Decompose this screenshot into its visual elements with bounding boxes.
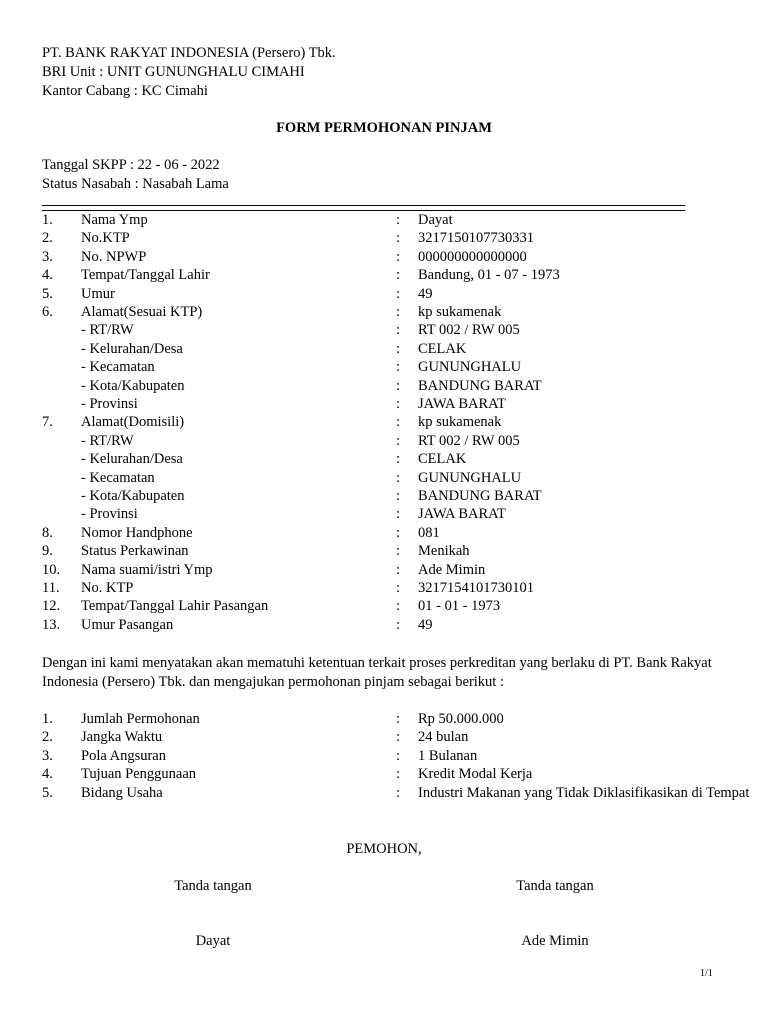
row-number: 2. [42,729,53,746]
row-label: Tempat/Tanggal Lahir Pasangan [81,598,269,615]
row-value: 24 bulan [418,729,469,746]
row-number: 12. [42,598,61,615]
row-label: - Provinsi [81,396,138,412]
row-separator: : [396,506,401,523]
applicant-row [0,321,768,339]
row-separator: : [396,598,401,615]
row-separator: : [396,469,401,486]
applicant-row [0,616,768,634]
applicant-row [0,413,768,431]
row-value: BANDUNG BARAT [418,377,542,394]
row-label: - Kecamatan [81,469,155,486]
row-separator: : [396,414,401,431]
applicant-row [0,561,768,579]
applicant-row [0,285,768,303]
row-value: 1 Bulanan [418,747,478,764]
row-separator: : [396,543,401,560]
row-separator: : [396,451,401,468]
row-separator: : [396,396,401,412]
row-separator: : [396,766,401,783]
row-value: kp sukamenak [418,304,502,320]
company-name: PT. BANK RAKYAT INDONESIA (Persero) Tbk. [42,45,336,61]
row-number: 6. [42,304,53,320]
row-value: JAWA BARAT [418,396,506,412]
row-value: 3217154101730101 [418,580,534,596]
applicant-row [0,597,768,615]
customer-status: Status Nasabah : Nasabah Lama [42,176,229,192]
left-signatory-name: Dayat [195,933,231,949]
branch-office: Kantor Cabang : KC Cimahi [42,83,208,99]
applicant-row [0,340,768,358]
row-value: kp sukamenak [418,414,502,431]
right-signatory-name: Ade Mimin [521,933,589,949]
row-value: RT 002 / RW 005 [418,432,520,449]
row-label: - Kecamatan [81,359,155,376]
row-number: 8. [42,524,53,541]
applicant-heading: PEMOHON, [346,841,422,857]
skpp-date: Tanggal SKPP : 22 - 06 - 2022 [42,157,220,173]
loan-row [0,710,768,728]
row-value: GUNUNGHALU [418,359,522,376]
row-value: JAWA BARAT [418,506,506,523]
unit-name: BRI Unit : UNIT GUNUNGHALU CIMAHI [42,64,305,80]
row-label: No. KTP [81,580,134,596]
row-value: Rp 50.000.000 [418,711,504,727]
row-value: CELAK [418,451,467,468]
row-separator: : [396,248,401,265]
applicant-row [0,505,768,523]
row-number: 3. [42,248,53,265]
row-value: Dayat [418,212,453,228]
row-label: Bidang Usaha [81,784,163,801]
applicant-row [0,358,768,376]
row-separator: : [396,488,401,504]
row-separator: : [396,285,401,302]
loan-row [0,728,768,746]
row-number: 13. [42,616,61,633]
page-number: 1/1 [700,968,713,979]
row-label: Pola Angsuran [81,747,166,764]
row-label: Jangka Waktu [81,729,163,746]
row-label: Tujuan Penggunaan [81,766,197,783]
row-label: Nomor Handphone [81,524,193,541]
applicant-row [0,248,768,266]
row-value: 3217150107730331 [418,230,534,247]
applicant-row [0,487,768,505]
applicant-row [0,211,768,229]
row-separator: : [396,432,401,449]
row-number: 1. [42,711,53,727]
row-number: 5. [42,784,53,801]
row-separator: : [396,711,401,727]
row-value: BANDUNG BARAT [418,488,542,504]
applicant-row [0,303,768,321]
row-value: 081 [418,524,440,541]
row-label: - Kelurahan/Desa [81,451,183,468]
applicant-row [0,524,768,542]
applicant-row [0,266,768,284]
loan-row [0,784,768,802]
row-value: GUNUNGHALU [418,469,522,486]
row-separator: : [396,561,401,578]
row-label: Tempat/Tanggal Lahir [81,267,210,284]
applicant-row [0,542,768,560]
row-label: - Provinsi [81,506,138,523]
row-value: CELAK [418,340,467,357]
row-value: Bandung, 01 - 07 - 1973 [418,267,560,284]
applicant-row [0,432,768,450]
row-separator: : [396,304,401,320]
row-separator: : [396,784,401,801]
row-value: 01 - 01 - 1973 [418,598,501,615]
row-value: Menikah [418,543,470,560]
row-label: Status Perkawinan [81,543,189,560]
applicant-row [0,377,768,395]
row-label: Nama suami/istri Ymp [81,561,213,578]
row-separator: : [396,340,401,357]
row-number: 7. [42,414,53,431]
row-separator: : [396,212,401,228]
applicant-row [0,450,768,468]
row-label: - RT/RW [81,322,134,339]
row-number: 5. [42,285,53,302]
row-number: 10. [42,561,61,578]
applicant-row [0,395,768,413]
row-separator: : [396,524,401,541]
right-signature-caption: Tanda tangan [516,878,594,894]
row-separator: : [396,747,401,764]
loan-row [0,747,768,765]
row-label: - Kota/Kabupaten [81,377,185,394]
statement-paragraph: Dengan ini kami menyatakan akan mematuhi ketentuan terkait proses perkreditan yang berlaku di PT. Bank Rakyat Indonesia (Persero) Tbk. dan mengajukan permohonan pinjam sebagai berikut : [42,655,712,690]
row-label: Alamat(Domisili) [81,414,185,431]
applicant-row [0,469,768,487]
row-value: 49 [418,616,433,633]
row-number: 11. [42,580,60,596]
row-label: Umur [81,285,115,302]
row-value: RT 002 / RW 005 [418,322,520,339]
row-separator: : [396,359,401,376]
row-separator: : [396,580,401,596]
row-number: 2. [42,230,53,247]
applicant-row [0,229,768,247]
row-number: 4. [42,766,53,783]
applicant-row [0,579,768,597]
row-number: 9. [42,543,53,560]
row-separator: : [396,616,401,633]
row-value: 49 [418,285,433,302]
row-label: - RT/RW [81,432,134,449]
loan-row [0,765,768,783]
row-value: Industri Makanan yang Tidak Diklasifikasikan di Tempat [418,784,750,801]
row-label: Nama Ymp [81,212,148,228]
row-number: 1. [42,212,53,228]
row-label: Jumlah Permohonan [81,711,200,727]
row-label: No. NPWP [81,248,147,265]
row-number: 4. [42,267,53,284]
left-signature-caption: Tanda tangan [174,878,252,894]
row-value: Kredit Modal Kerja [418,766,533,783]
row-number: 3. [42,747,53,764]
row-label: - Kelurahan/Desa [81,340,183,357]
row-label: Umur Pasangan [81,616,174,633]
row-value: 000000000000000 [418,248,527,265]
row-value: Ade Mimin [418,561,486,578]
row-label: No.KTP [81,230,130,247]
row-separator: : [396,377,401,394]
row-separator: : [396,729,401,746]
form-title: FORM PERMOHONAN PINJAM [276,120,492,136]
row-label: Alamat(Sesuai KTP) [81,304,203,320]
row-separator: : [396,230,401,247]
row-separator: : [396,267,401,284]
row-separator: : [396,322,401,339]
row-label: - Kota/Kabupaten [81,488,185,504]
